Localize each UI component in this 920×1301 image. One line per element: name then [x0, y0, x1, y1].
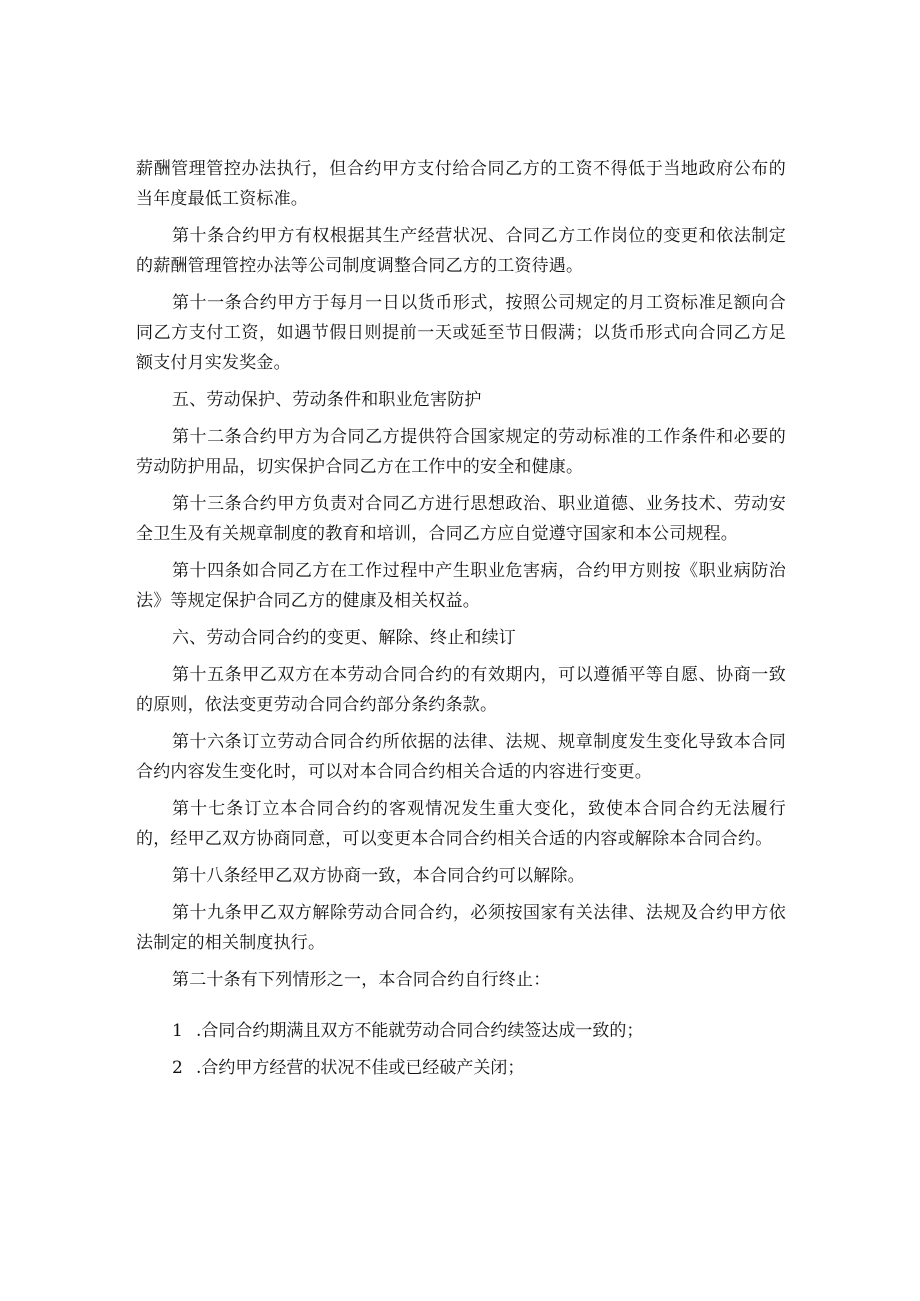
article-11: 第十一条合约甲方于每月一日以货币形式，按照公司规定的月工资标准足额向合同乙方支付工资，如遇节假日则提前一天或延至节日假满；以货币形式向合同乙方足额支付月实发奖金。: [136, 293, 786, 373]
article-15: 第十五条甲乙双方在本劳动合同合约的有效期内，可以遵循平等自愿、协商一致的原则，依法变更劳动合同合约部分条约条款。: [136, 665, 786, 715]
article-16: 第十六条订立劳动合同合约所依据的法律、法规、规章制度发生变化导致本合同合约内容发生变化时，可以对本合同合约相关合适的内容进行变更。: [136, 732, 786, 782]
article-12: 第十二条合约甲方为合同乙方提供符合国家规定的劳动标准的工作条件和必要的劳动防护用品，切实保护合同乙方在工作中的安全和健康。: [136, 427, 786, 477]
section-heading-5: 五、劳动保护、劳动条件和职业危害防护: [172, 390, 482, 410]
list-text: .合同合约期满且双方不能就劳动合同合约续签达成一致的；: [196, 1021, 644, 1041]
article-14: 第十四条如合同乙方在工作过程中产生职业危害病，合约甲方则按《职业病防治法》等规定保护合同乙方的健康及相关权益。: [136, 561, 786, 611]
section-heading-6: 六、劳动合同合约的变更、解除、终止和续订: [172, 628, 516, 648]
article-13: 第十三条合约甲方负责对合同乙方进行思想政治、职业道德、业务技术、劳动安全卫生及有关规章制度的教育和培训，合同乙方应自觉遵守国家和本公司规程。: [136, 494, 786, 544]
list-text: .合约甲方经营的状况不佳或已经破产关闭；: [196, 1058, 525, 1078]
list-number: 2: [172, 1058, 183, 1078]
document-body: [136, 154, 786, 1090]
list-number: 1: [172, 1021, 183, 1041]
article-18: 第十八条经甲乙双方协商一致，本合同合约可以解除。: [172, 866, 585, 886]
list-item-1: [136, 1016, 786, 1046]
article-20: 第二十条有下列情形之一，本合同合约自行终止：: [172, 970, 551, 990]
list-item-2: [136, 1053, 786, 1083]
article-10: 第十条合约甲方有权根据其生产经营状况、合同乙方工作岗位的变更和依法制定的薪酬管理管控办法等公司制度调整合同乙方的工资待遇。: [136, 226, 786, 276]
paragraph-continuation: 薪酬管理管控办法执行，但合约甲方支付给合同乙方的工资不得低于当地政府公布的当年度最低工资标准。: [136, 159, 786, 209]
article-17: 第十七条订立本合同合约的客观情况发生重大变化，致使本合同合约无法履行的，经甲乙双方协商同意，可以变更本合同合约相关合适的内容或解除本合同合约。: [136, 799, 786, 849]
article-19: 第十九条甲乙双方解除劳动合同合约，必须按国家有关法律、法规及合约甲方依法制定的相关制度执行。: [136, 903, 786, 953]
spacer: [136, 1002, 786, 1016]
